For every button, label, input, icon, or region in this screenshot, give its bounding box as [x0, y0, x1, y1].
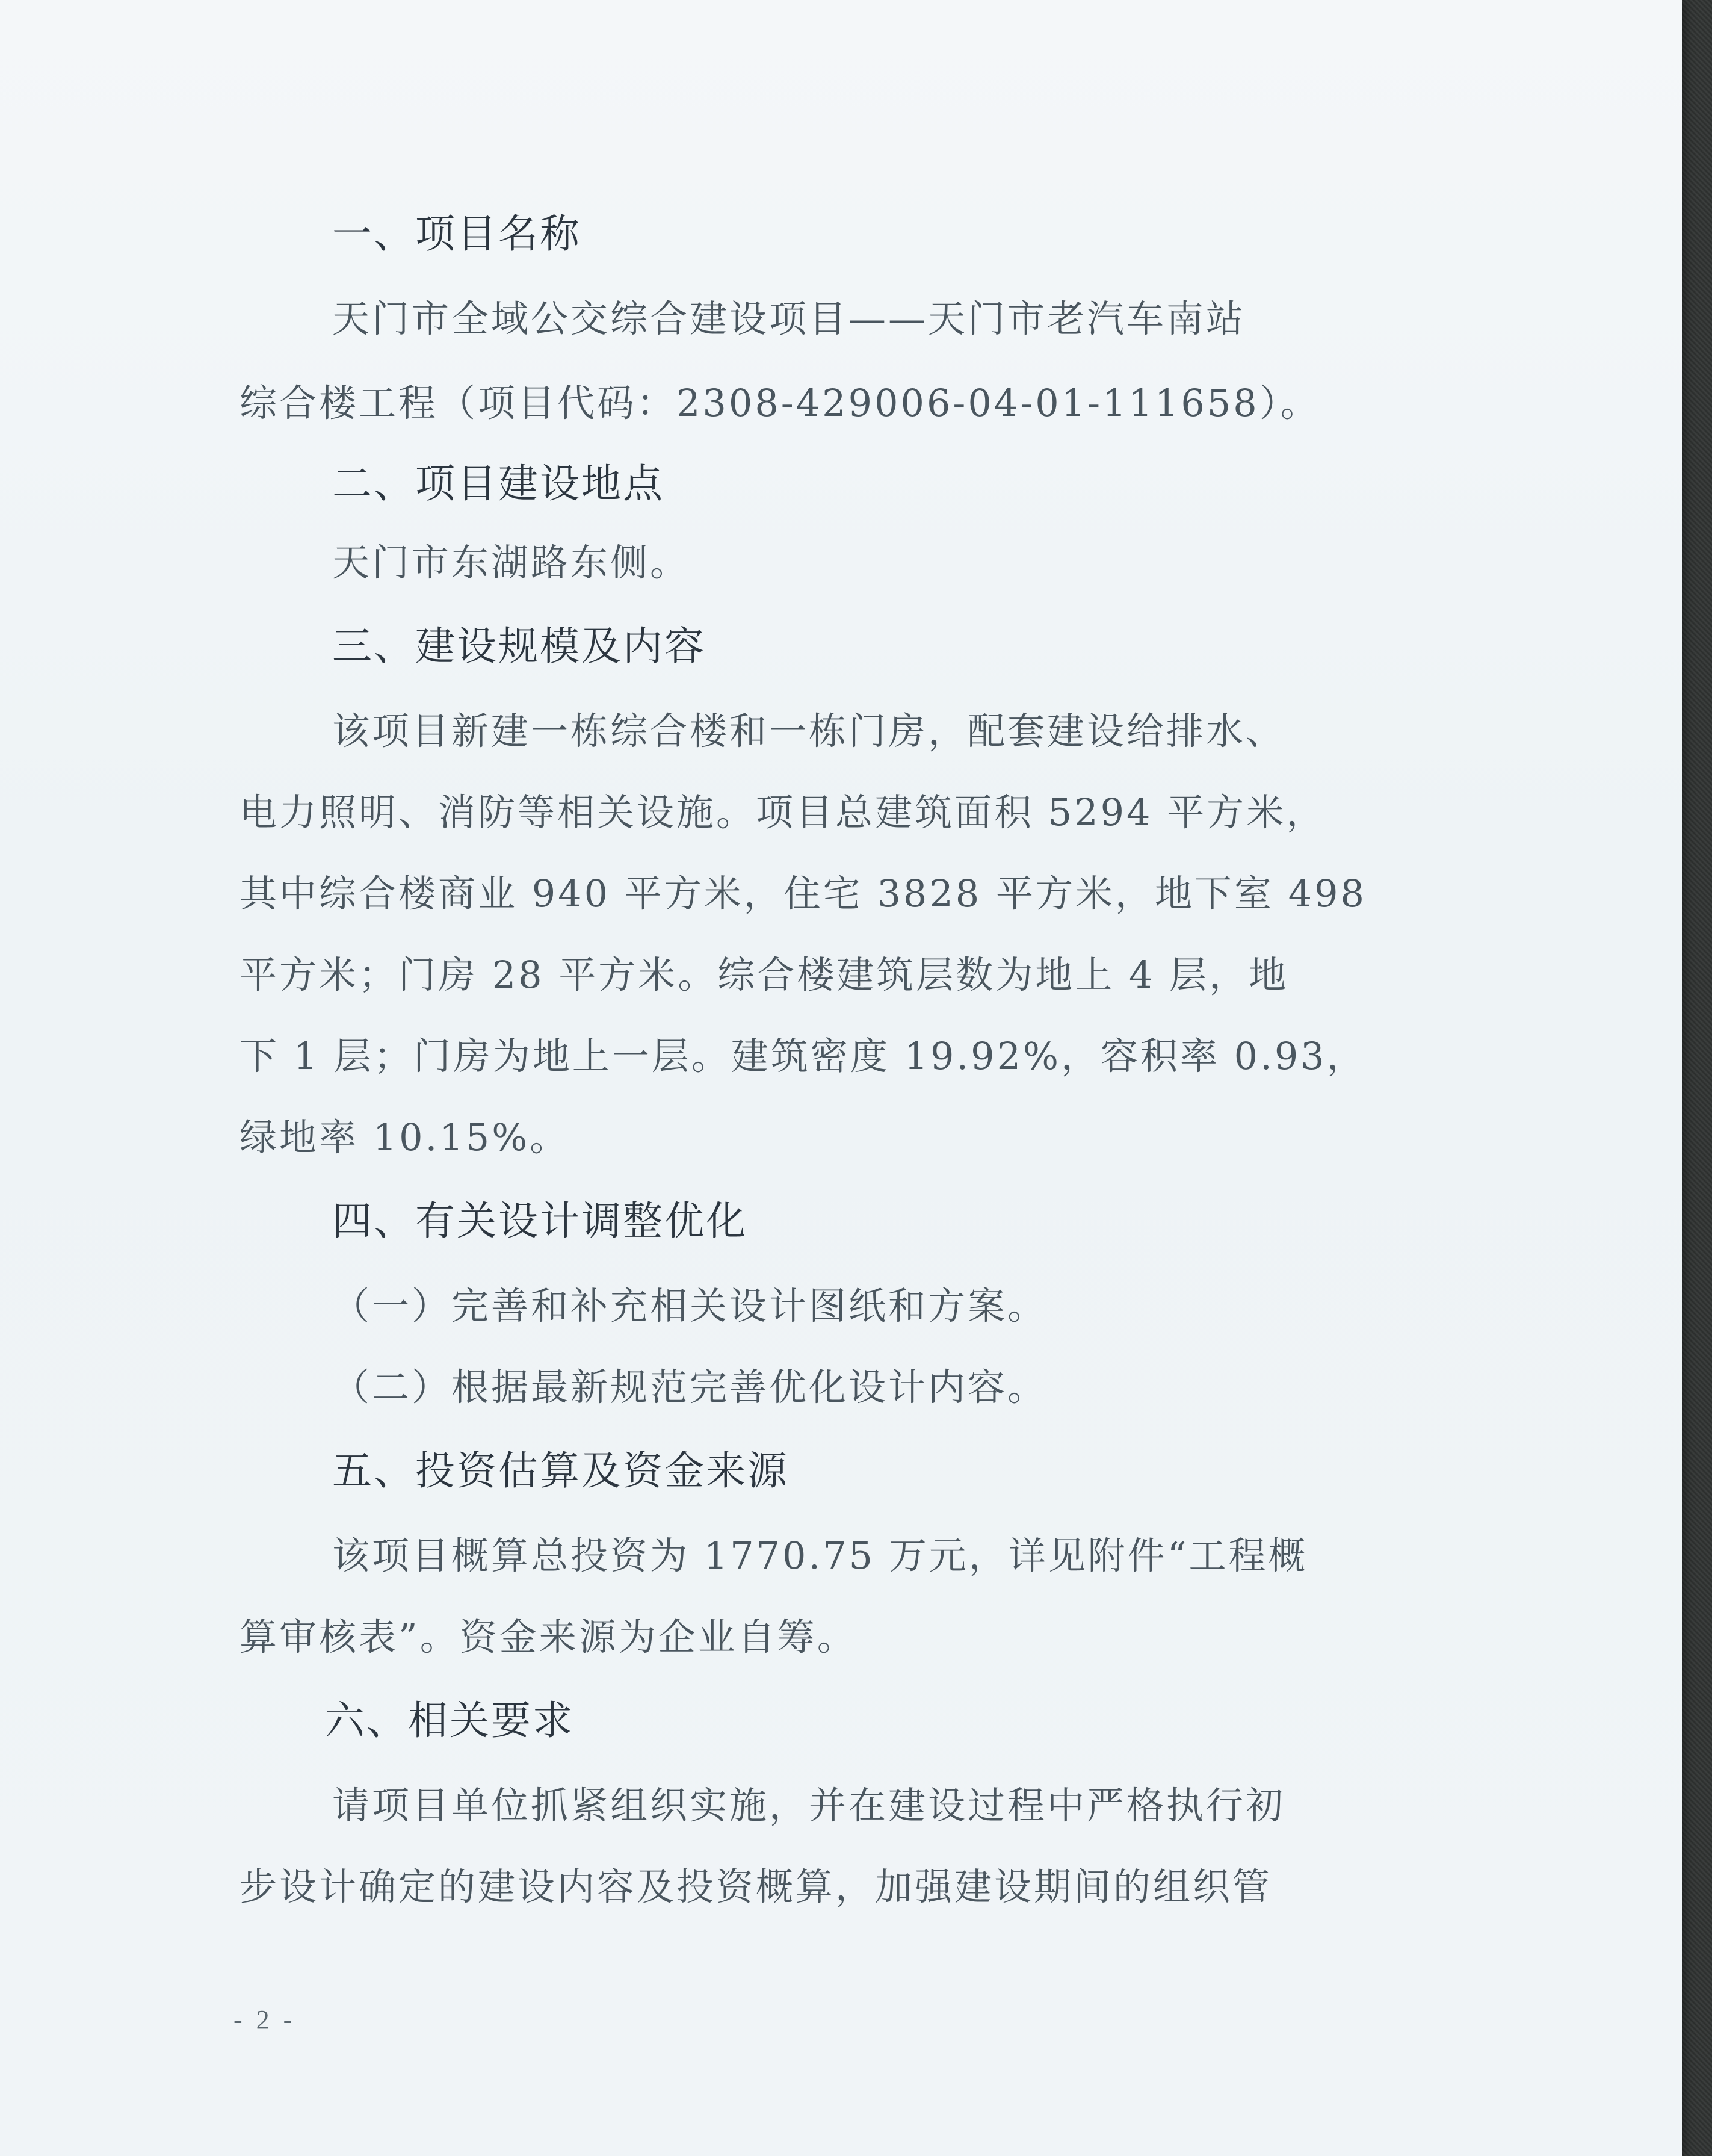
section-heading-2: 二、项目建设地点	[332, 460, 664, 507]
section1-line-1: 天门市全域公交综合建设项目——天门市老汽车南站	[332, 297, 1246, 341]
section-heading-4: 四、有关设计调整优化	[332, 1198, 747, 1244]
section4-line-1: （一）完善和补充相关设计图纸和方案。	[332, 1284, 1048, 1328]
section3-line-4: 平方米；门房 28 平方米。综合楼建筑层数为地上 4 层，地	[239, 953, 1289, 997]
section1-line-2: 综合楼工程（项目代码：2308-429006-04-01-111658）。	[239, 381, 1320, 425]
section6-line-1: 请项目单位抓紧组织实施，并在建设过程中严格执行初	[332, 1783, 1286, 1827]
section3-line-2: 电力照明、消防等相关设施。项目总建筑面积 5294 平方米，	[239, 790, 1326, 834]
section3-line-5: 下 1 层；门房为地上一层。建筑密度 19.92%，容积率 0.93，	[239, 1034, 1367, 1078]
section-heading-3: 三、建设规模及内容	[332, 623, 706, 669]
section3-line-6: 绿地率 10.15%。	[239, 1115, 570, 1159]
section5-line-1: 该项目概算总投资为 1770.75 万元，详见附件“工程概	[332, 1534, 1308, 1578]
desk-surface	[1679, 0, 1712, 2156]
section3-line-1: 该项目新建一栋综合楼和一栋门房，配套建设给排水、	[332, 709, 1286, 753]
section-heading-1: 一、项目名称	[332, 211, 581, 257]
section5-line-2: 算审核表”。资金来源为企业自筹。	[239, 1615, 857, 1659]
section4-line-2: （二）根据最新规范完善优化设计内容。	[332, 1365, 1048, 1409]
page-number: - 2 -	[233, 2005, 296, 2034]
section2-line-1: 天门市东湖路东侧。	[332, 541, 690, 584]
section-heading-5: 五、投资估算及资金来源	[332, 1448, 789, 1494]
section6-line-2: 步设计确定的建设内容及投资概算，加强建设期间的组织管	[239, 1865, 1273, 1909]
section3-line-3: 其中综合楼商业 940 平方米，住宅 3828 平方米，地下室 498	[239, 872, 1367, 915]
section-heading-6: 六、相关要求	[325, 1697, 574, 1744]
